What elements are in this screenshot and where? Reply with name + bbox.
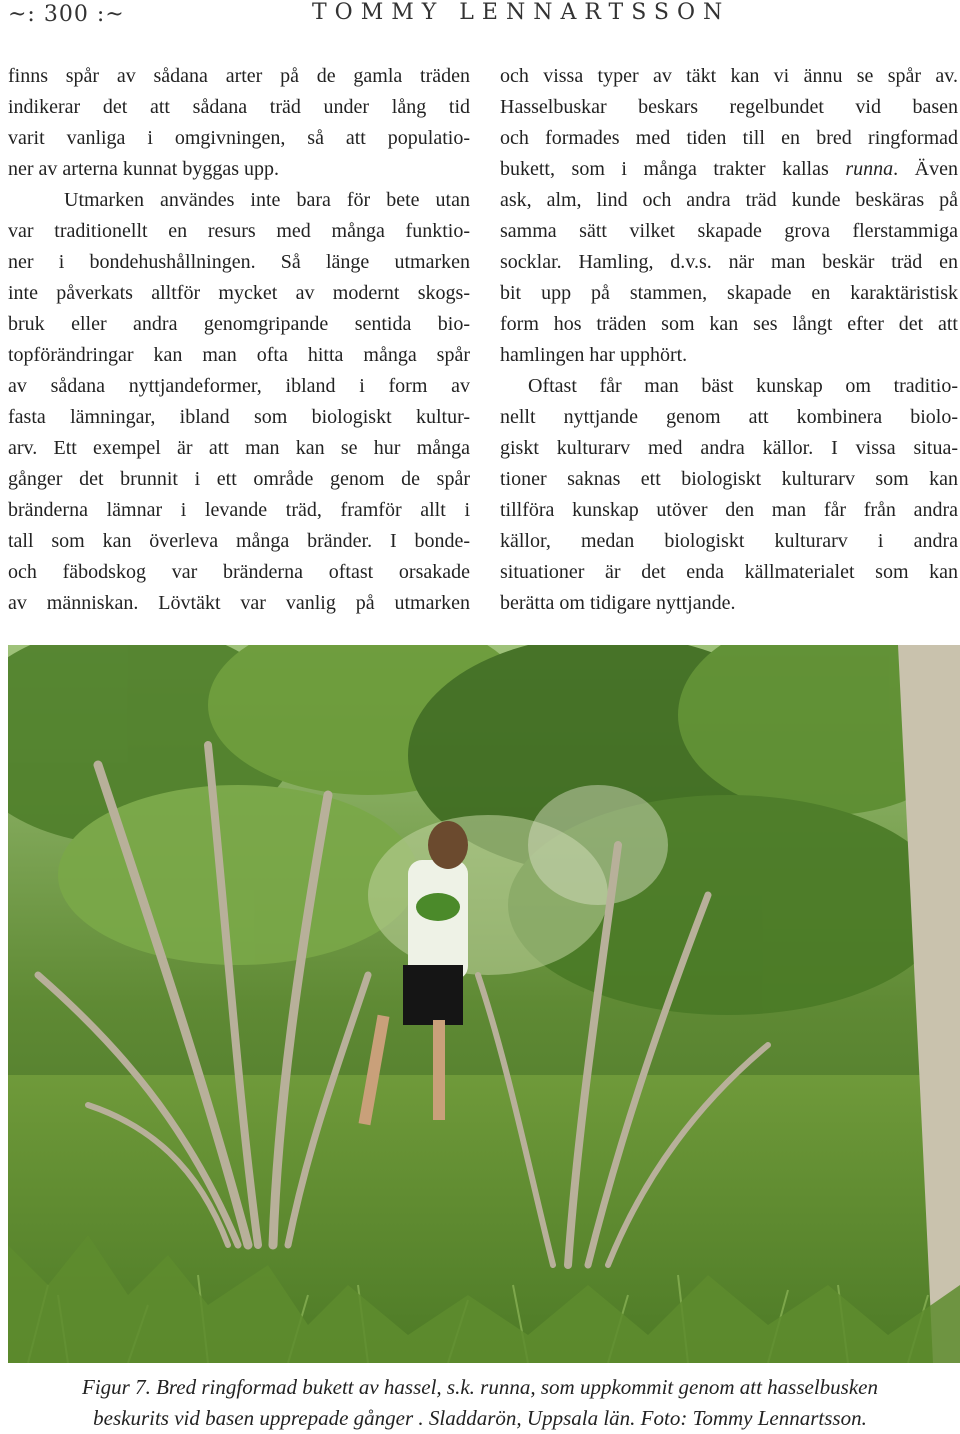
text-line: form hos träden som kan ses långt efter det att (500, 313, 958, 335)
page-header (0, 0, 960, 44)
text-line: ask, alm, lind och andra träd kunde beskäras på (500, 189, 958, 211)
text-fragment: . Även (893, 158, 958, 180)
text-line: av människan. Lövtäkt var vanlig på utmarken (8, 592, 470, 614)
text-line: Utmarken användes inte bara för bete utan (64, 189, 470, 211)
text-fragment: bukett, som i många trakter kallas (500, 158, 846, 180)
text-line: tall som kan överleva många bränder. I bonde- (8, 530, 470, 552)
figure-caption (0, 1372, 960, 1434)
text-line: indikerar det att sådana träd under lång tid (8, 96, 470, 118)
text-line: gånger det brunnit i ett område genom de spår (8, 468, 470, 490)
text-line: av sådana nyttjandeformer, ibland i form av (8, 375, 470, 397)
text-line: arv. Ett exempel är att man kan se hur många (8, 437, 470, 459)
text-line: ner i bondehushållningen. Så länge utmarken (8, 251, 470, 273)
text-line: och vissa typer av täkt kan vi ännu se spår av. (500, 65, 958, 87)
left-paragraph-1 (8, 61, 470, 185)
text-line: finns spår av sådana arter på de gamla träden (8, 65, 470, 87)
text-line: källor, medan biologiskt kulturarv i andra (500, 530, 958, 552)
text-line: berätta om tidigare nyttjande. (500, 592, 736, 614)
text-line: situationer är det enda källmaterialet som kan (500, 561, 958, 583)
left-column (8, 61, 470, 619)
right-paragraph-1 (500, 61, 958, 371)
left-paragraph-2 (8, 185, 470, 619)
text-line: hamlingen har upphört. (500, 344, 688, 366)
text-line: var traditionellt en resurs med många funktio- (8, 220, 470, 242)
text-line: Hasselbuskar beskars regelbundet vid basen (500, 96, 958, 118)
text-line: topförändringar kan man ofta hitta många spår (8, 344, 470, 366)
text-line: tioner saknas ett biologiskt kulturarv som kan (500, 468, 958, 490)
text-line: giskt kulturarv med andra källor. I vissa situa- (500, 437, 958, 459)
text-line: varit vanliga i omgivningen, så att populatio- (8, 127, 470, 149)
text-line: fasta lämningar, ibland som biologiskt kultur- (8, 406, 470, 428)
text-line-runna (500, 154, 958, 185)
right-column (500, 61, 958, 619)
text-line: och formades med tiden till en bred ringformad (500, 127, 958, 149)
page-number: ~: 300 :~ (8, 2, 125, 27)
text-line: bruk eller andra genomgripande sentida bio- (8, 313, 470, 335)
caption-line: Figur 7. Bred ringformad bukett av hassel, s.k. runna, som uppkommit genom att hasselbusken (82, 1375, 878, 1399)
photo-illustration (8, 645, 960, 1363)
text-line: socklar. Hamling, d.v.s. när man beskär träd en (500, 251, 958, 273)
figure-photo-hazel-bush (8, 645, 960, 1363)
text-line: samma sätt vilket skapade grova flerstammiga (500, 220, 958, 242)
text-line: nellt nyttjande genom att kombinera biolo- (500, 406, 958, 428)
right-paragraph-2 (500, 371, 958, 619)
text-line: bit upp på stammen, skapade en karaktäristisk (500, 282, 958, 304)
text-line: ner av arterna kunnat byggas upp. (8, 158, 280, 180)
text-line: bränderna lämnar i levande träd, framför allt i (8, 499, 470, 521)
text-line: och fäbodskog var bränderna oftast orsakade (8, 561, 470, 583)
text-line: tillföra kunskap utöver den man får från andra (500, 499, 958, 521)
text-line: Oftast får man bäst kunskap om traditio- (528, 375, 958, 397)
caption-line: beskurits vid basen upprepade gånger . Sladdarön, Uppsala län. Foto: Tommy Lennartsson. (93, 1406, 867, 1430)
text-line: inte påverkats alltför mycket av modernt skogs- (8, 282, 470, 304)
runna-term: runna (845, 158, 894, 180)
running-head-author: TOMMY LENNARTSSON (312, 0, 731, 25)
